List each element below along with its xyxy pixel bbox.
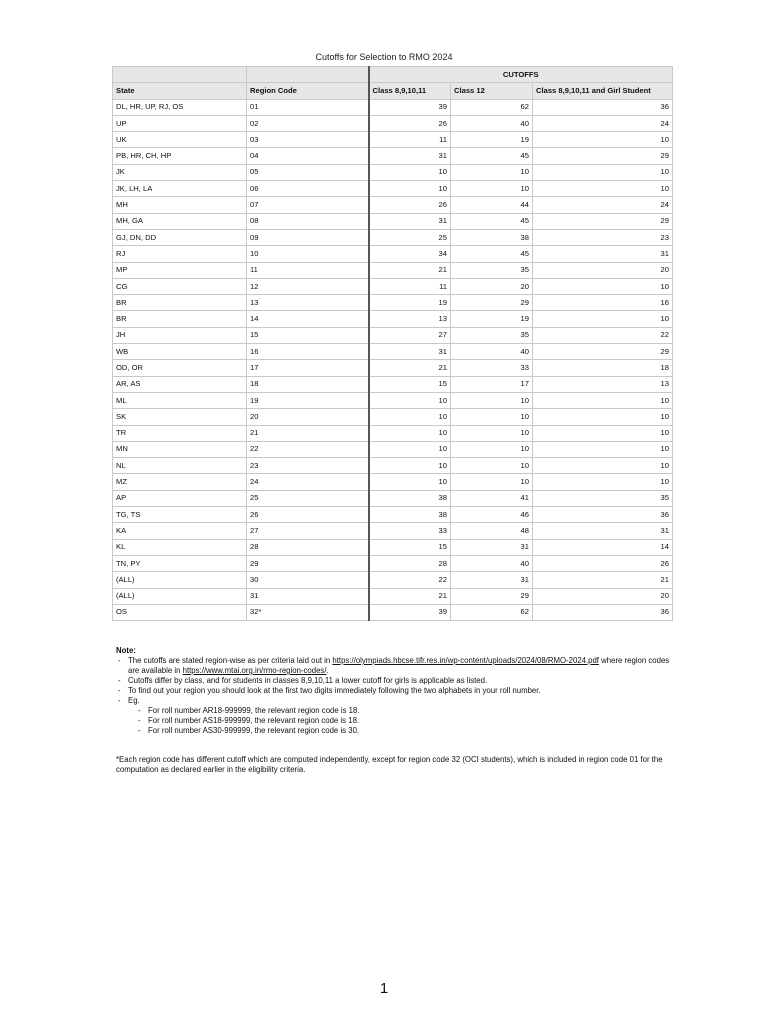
cell-class-8-11: 15 <box>369 376 451 392</box>
table-row <box>113 99 673 115</box>
table-row <box>113 295 673 311</box>
cell-state: KA <box>113 523 247 539</box>
cell-region-code: 02 <box>247 115 369 131</box>
cell-class-8-11: 31 <box>369 344 451 360</box>
cell-class-8-11: 25 <box>369 229 451 245</box>
cell-class-12: 62 <box>451 99 533 115</box>
footnote: *Each region code has different cutoff which are computed independently, except for region code 32 (OCI students), which is included in region code 01 for the computation as declared earlier in the eligibility criteria. <box>116 755 663 774</box>
cell-class-12: 10 <box>451 392 533 408</box>
cell-class-12: 40 <box>451 115 533 131</box>
cell-class-8-11: 10 <box>369 441 451 457</box>
cell-class-8-11: 10 <box>369 181 451 197</box>
note-text: The cutoffs are stated region-wise as per criteria laid out in <box>128 656 333 665</box>
cell-class-8-11: 21 <box>369 588 451 604</box>
cell-class-8-11: 27 <box>369 327 451 343</box>
header-girl-student: Class 8,9,10,11 and Girl Student <box>533 83 673 99</box>
cell-class-8-11: 10 <box>369 425 451 441</box>
cell-class-12: 62 <box>451 604 533 620</box>
cell-class-8-11: 26 <box>369 115 451 131</box>
cell-class-12: 35 <box>451 327 533 343</box>
cell-region-code: 08 <box>247 213 369 229</box>
cell-region-code: 31 <box>247 588 369 604</box>
table-row <box>113 507 673 523</box>
cell-region-code: 24 <box>247 474 369 490</box>
cell-class-8-11: 19 <box>369 295 451 311</box>
cell-girl-student: 22 <box>533 327 673 343</box>
cell-class-8-11: 10 <box>369 392 451 408</box>
cell-class-12: 35 <box>451 262 533 278</box>
table-row <box>113 441 673 457</box>
cell-girl-student: 29 <box>533 213 673 229</box>
cell-region-code: 11 <box>247 262 369 278</box>
group-header-row <box>113 67 673 83</box>
cell-girl-student: 36 <box>533 99 673 115</box>
cell-class-12: 41 <box>451 490 533 506</box>
cell-region-code: 07 <box>247 197 369 213</box>
cell-region-code: 04 <box>247 148 369 164</box>
cell-girl-student: 10 <box>533 474 673 490</box>
cell-girl-student: 10 <box>533 132 673 148</box>
cell-girl-student: 10 <box>533 425 673 441</box>
cell-state: KL <box>113 539 247 555</box>
cell-girl-student: 36 <box>533 507 673 523</box>
cell-region-code: 26 <box>247 507 369 523</box>
cell-state: RJ <box>113 246 247 262</box>
cell-class-12: 10 <box>451 181 533 197</box>
cell-state: JK <box>113 164 247 180</box>
cell-class-8-11: 13 <box>369 311 451 327</box>
cell-class-12: 29 <box>451 295 533 311</box>
cell-girl-student: 13 <box>533 376 673 392</box>
header-blank-region <box>247 67 369 83</box>
cell-region-code: 05 <box>247 164 369 180</box>
cell-class-12: 31 <box>451 539 533 555</box>
cell-girl-student: 10 <box>533 278 673 294</box>
cell-class-8-11: 21 <box>369 262 451 278</box>
cell-class-12: 46 <box>451 507 533 523</box>
cell-class-12: 10 <box>451 474 533 490</box>
table-row <box>113 392 673 408</box>
cell-state: MH, GA <box>113 213 247 229</box>
header-class-8-11: Class 8,9,10,11 <box>369 83 451 99</box>
table-row <box>113 132 673 148</box>
cell-class-8-11: 28 <box>369 555 451 571</box>
cell-class-8-11: 39 <box>369 604 451 620</box>
cell-region-code: 29 <box>247 555 369 571</box>
note-text: Eg. <box>128 696 140 705</box>
cell-class-8-11: 39 <box>369 99 451 115</box>
cell-state: AP <box>113 490 247 506</box>
examples-list <box>128 706 676 736</box>
cell-class-8-11: 10 <box>369 458 451 474</box>
rmo-criteria-link[interactable]: https://olympiads.hbcse.tifr.res.in/wp-content/uploads/2024/08/RMO-2024.pdf <box>332 656 599 665</box>
cell-girl-student: 10 <box>533 458 673 474</box>
cell-class-12: 10 <box>451 164 533 180</box>
cell-class-8-11: 33 <box>369 523 451 539</box>
cell-state: ML <box>113 392 247 408</box>
cell-class-8-11: 10 <box>369 164 451 180</box>
cell-state: JK, LH, LA <box>113 181 247 197</box>
header-region-code: Region Code <box>247 83 369 99</box>
cell-region-code: 19 <box>247 392 369 408</box>
table-body <box>113 99 673 621</box>
header-class-12: Class 12 <box>451 83 533 99</box>
header-blank-state <box>113 67 247 83</box>
cell-region-code: 18 <box>247 376 369 392</box>
region-codes-link[interactable]: https://www.mtai.org.in/rmo-region-codes/ <box>182 666 327 675</box>
note-item <box>116 656 676 676</box>
table-row <box>113 458 673 474</box>
cell-state: AR, AS <box>113 376 247 392</box>
cell-class-12: 40 <box>451 555 533 571</box>
cell-girl-student: 36 <box>533 604 673 620</box>
cell-class-8-11: 26 <box>369 197 451 213</box>
table-row <box>113 262 673 278</box>
cell-class-12: 10 <box>451 409 533 425</box>
cell-state: BR <box>113 311 247 327</box>
table-row <box>113 409 673 425</box>
table-row <box>113 148 673 164</box>
cell-class-12: 19 <box>451 132 533 148</box>
table-row <box>113 555 673 571</box>
note-text: where region codes are available in <box>128 656 670 675</box>
example-item: - For roll number AR18-999999, the relevant region code is 18. <box>136 706 676 716</box>
cell-state: MH <box>113 197 247 213</box>
cell-girl-student: 24 <box>533 115 673 131</box>
cell-state: BR <box>113 295 247 311</box>
cell-class-12: 17 <box>451 376 533 392</box>
table-row <box>113 164 673 180</box>
cell-girl-student: 31 <box>533 523 673 539</box>
table-row <box>113 197 673 213</box>
note-item <box>116 696 676 736</box>
cell-state: UP <box>113 115 247 131</box>
cell-class-12: 10 <box>451 425 533 441</box>
cell-state: CG <box>113 278 247 294</box>
column-header-row <box>113 83 673 99</box>
cell-class-8-11: 21 <box>369 360 451 376</box>
table-row <box>113 490 673 506</box>
cell-girl-student: 10 <box>533 392 673 408</box>
cell-class-8-11: 15 <box>369 539 451 555</box>
cell-girl-student: 29 <box>533 344 673 360</box>
cell-girl-student: 10 <box>533 181 673 197</box>
cell-region-code: 10 <box>247 246 369 262</box>
cell-region-code: 21 <box>247 425 369 441</box>
cell-region-code: 06 <box>247 181 369 197</box>
cell-girl-student: 10 <box>533 311 673 327</box>
notes-section <box>116 646 676 736</box>
table-row <box>113 360 673 376</box>
cell-class-8-11: 38 <box>369 507 451 523</box>
cell-state: UK <box>113 132 247 148</box>
cell-state: (ALL) <box>113 572 247 588</box>
note-item: - To find out your region you should look at the first two digits immediately following the two alphabets in your roll number. <box>116 686 676 696</box>
cell-region-code: 15 <box>247 327 369 343</box>
cell-girl-student: 10 <box>533 164 673 180</box>
header-state: State <box>113 83 247 99</box>
cell-region-code: 12 <box>247 278 369 294</box>
cell-class-8-11: 34 <box>369 246 451 262</box>
table-row <box>113 474 673 490</box>
cell-class-12: 31 <box>451 572 533 588</box>
cell-class-8-11: 11 <box>369 132 451 148</box>
cell-girl-student: 24 <box>533 197 673 213</box>
cell-region-code: 27 <box>247 523 369 539</box>
table-row <box>113 311 673 327</box>
note-item: - Cutoffs differ by class, and for students in classes 8,9,10,11 a lower cutoff for girls is applicable as listed. <box>116 676 676 686</box>
table-row <box>113 572 673 588</box>
cell-class-12: 40 <box>451 344 533 360</box>
cell-state: MZ <box>113 474 247 490</box>
cell-class-8-11: 22 <box>369 572 451 588</box>
cutoffs-table <box>112 66 673 621</box>
cell-state: NL <box>113 458 247 474</box>
cell-region-code: 25 <box>247 490 369 506</box>
cell-class-8-11: 11 <box>369 278 451 294</box>
table-row <box>113 344 673 360</box>
cell-region-code: 13 <box>247 295 369 311</box>
cell-girl-student: 29 <box>533 148 673 164</box>
example-item: - For roll number AS18-999999, the relevant region code is 18. <box>136 716 676 726</box>
cell-class-8-11: 31 <box>369 148 451 164</box>
cell-girl-student: 10 <box>533 441 673 457</box>
cell-region-code: 20 <box>247 409 369 425</box>
cell-region-code: 22 <box>247 441 369 457</box>
cell-girl-student: 23 <box>533 229 673 245</box>
cell-state: PB, HR, CH, HP <box>113 148 247 164</box>
cell-region-code: 32* <box>247 604 369 620</box>
table-row <box>113 115 673 131</box>
cell-state: OD, OR <box>113 360 247 376</box>
cell-state: DL, HR, UP, RJ, OS <box>113 99 247 115</box>
cell-class-12: 48 <box>451 523 533 539</box>
cell-state: TN, PY <box>113 555 247 571</box>
cell-class-8-11: 38 <box>369 490 451 506</box>
cell-region-code: 28 <box>247 539 369 555</box>
notes-heading: Note: <box>116 646 136 655</box>
table-row <box>113 425 673 441</box>
cell-state: TR <box>113 425 247 441</box>
cell-class-12: 19 <box>451 311 533 327</box>
cell-girl-student: 20 <box>533 262 673 278</box>
cell-region-code: 16 <box>247 344 369 360</box>
cell-class-8-11: 31 <box>369 213 451 229</box>
table-row <box>113 229 673 245</box>
cell-region-code: 17 <box>247 360 369 376</box>
page-number: 1 <box>379 980 389 997</box>
table-row <box>113 181 673 197</box>
cell-region-code: 03 <box>247 132 369 148</box>
table-row <box>113 523 673 539</box>
cell-state: GJ, DN, DD <box>113 229 247 245</box>
cell-region-code: 09 <box>247 229 369 245</box>
cell-state: MN <box>113 441 247 457</box>
table-row <box>113 539 673 555</box>
table-row <box>113 376 673 392</box>
cell-class-12: 10 <box>451 441 533 457</box>
cell-region-code: 23 <box>247 458 369 474</box>
cell-class-12: 45 <box>451 148 533 164</box>
cell-state: TG, TS <box>113 507 247 523</box>
cell-class-12: 29 <box>451 588 533 604</box>
cell-state: MP <box>113 262 247 278</box>
table-row <box>113 604 673 620</box>
table-row <box>113 246 673 262</box>
cell-girl-student: 16 <box>533 295 673 311</box>
cell-girl-student: 20 <box>533 588 673 604</box>
cell-region-code: 14 <box>247 311 369 327</box>
cell-region-code: 30 <box>247 572 369 588</box>
page-title: Cutoffs for Selection to RMO 2024 <box>315 52 453 62</box>
cell-class-12: 45 <box>451 213 533 229</box>
cell-class-12: 45 <box>451 246 533 262</box>
cell-girl-student: 31 <box>533 246 673 262</box>
notes-list <box>116 656 676 736</box>
cell-state: WB <box>113 344 247 360</box>
cell-class-12: 20 <box>451 278 533 294</box>
cell-girl-student: 18 <box>533 360 673 376</box>
cell-girl-student: 14 <box>533 539 673 555</box>
cell-class-12: 44 <box>451 197 533 213</box>
cell-state: SK <box>113 409 247 425</box>
cutoffs-group-header: CUTOFFS <box>369 67 673 83</box>
cell-state: (ALL) <box>113 588 247 604</box>
example-item: - For roll number AS30-999999, the relevant region code is 30. <box>136 726 676 736</box>
cell-girl-student: 21 <box>533 572 673 588</box>
cell-state: OS <box>113 604 247 620</box>
table-row <box>113 278 673 294</box>
table-row <box>113 327 673 343</box>
cell-class-12: 38 <box>451 229 533 245</box>
table-row <box>113 588 673 604</box>
cell-region-code: 01 <box>247 99 369 115</box>
cell-state: JH <box>113 327 247 343</box>
cell-class-8-11: 10 <box>369 474 451 490</box>
cell-class-12: 10 <box>451 458 533 474</box>
cell-class-12: 33 <box>451 360 533 376</box>
note-text: . <box>326 666 329 675</box>
table-row <box>113 213 673 229</box>
cell-class-8-11: 10 <box>369 409 451 425</box>
cell-girl-student: 26 <box>533 555 673 571</box>
cell-girl-student: 10 <box>533 409 673 425</box>
cell-girl-student: 35 <box>533 490 673 506</box>
